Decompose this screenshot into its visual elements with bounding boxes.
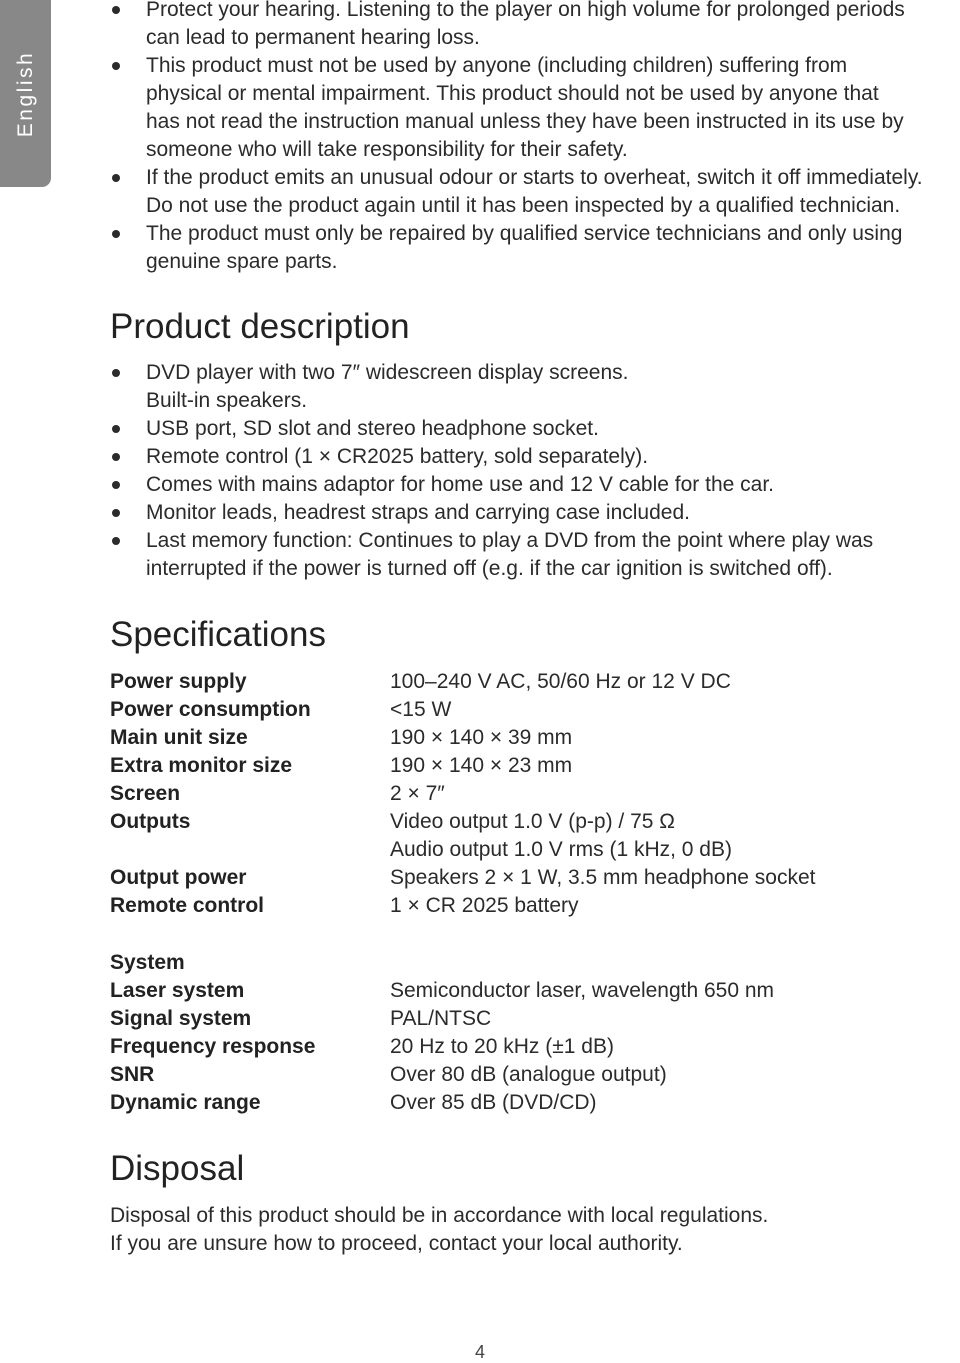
spec-label: Signal system — [110, 1007, 252, 1030]
spec-row — [110, 864, 960, 892]
language-tab — [0, 0, 51, 187]
spec-label: Laser system — [110, 979, 245, 1002]
spec-row — [110, 1061, 960, 1089]
list-item: Monitor leads, headrest straps and carrying case included. — [110, 499, 873, 527]
list-item-continuation: someone who will take responsibility for their safety. — [146, 138, 628, 161]
spec-label: Output power — [110, 866, 247, 889]
spec-label: Power consumption — [110, 698, 311, 721]
spec-row — [110, 668, 960, 696]
spec-value: Over 85 dB (DVD/CD) — [390, 1091, 597, 1114]
spec-row — [110, 752, 960, 780]
spec-value: 190 × 140 × 39 mm — [390, 726, 573, 749]
spec-label: SNR — [110, 1063, 155, 1086]
spec-row — [110, 1033, 960, 1061]
list-item-continuation: can lead to permanent hearing loss. — [146, 26, 480, 49]
spec-label: Frequency response — [110, 1035, 316, 1058]
list-item: USB port, SD slot and stereo headphone socket. — [110, 415, 873, 443]
spec-value: Semiconductor laser, wavelength 650 nm — [390, 979, 775, 1002]
spec-value: 100–240 V AC, 50/60 Hz or 12 V DC — [390, 670, 731, 693]
spec-value: 190 × 140 × 23 mm — [390, 754, 573, 777]
disposal-paragraph — [110, 1202, 960, 1258]
list-item: If the product emits an unusual odour or starts to overheat, switch it off immediately. — [110, 164, 923, 192]
spec-row — [110, 977, 960, 1005]
product-description-list — [110, 359, 873, 583]
spec-label — [110, 836, 390, 864]
spec-row — [110, 892, 960, 920]
list-item-continuation: genuine spare parts. — [146, 250, 338, 273]
spec-row — [110, 780, 960, 808]
list-item-continuation: physical or mental impairment. This product should not be used by anyone that — [146, 82, 879, 105]
system-specifications-table — [110, 949, 960, 1117]
spec-label: Screen — [110, 782, 181, 805]
product-description-heading: Product description — [110, 307, 410, 346]
list-item-continuation: has not read the instruction manual unless they have been instructed in its use by — [146, 110, 904, 133]
language-tab-label: English — [13, 50, 37, 137]
specifications-heading: Specifications — [110, 615, 326, 654]
spec-label: Power supply — [110, 670, 247, 693]
list-item-continuation: Built-in speakers. — [146, 389, 308, 412]
list-item: This product must not be used by anyone (including children) suffering from — [110, 52, 923, 80]
list-item: The product must only be repaired by qualified service technicians and only using — [110, 220, 923, 248]
spec-row — [110, 1005, 960, 1033]
spec-value: Audio output 1.0 V rms (1 kHz, 0 dB) — [390, 838, 732, 861]
disposal-line-2: If you are unsure how to proceed, contact your local authority. — [110, 1232, 683, 1255]
spec-value: 2 × 7″ — [390, 782, 445, 805]
spec-value: 1 × CR 2025 battery — [390, 894, 579, 917]
spec-label: Extra monitor size — [110, 754, 293, 777]
system-rows — [110, 977, 960, 1117]
spec-row — [110, 808, 960, 836]
spec-row — [110, 724, 960, 752]
spec-row — [110, 696, 960, 724]
spec-value: 20 Hz to 20 kHz (±1 dB) — [390, 1035, 614, 1058]
system-heading-row — [110, 949, 960, 977]
spec-value: <15 W — [390, 698, 452, 721]
spec-label: Remote control — [110, 894, 265, 917]
list-item: Comes with mains adaptor for home use and 12 V cable for the car. — [110, 471, 873, 499]
disposal-heading: Disposal — [110, 1149, 245, 1188]
spec-label: Outputs — [110, 810, 191, 833]
page-number: 4 — [474, 1342, 485, 1362]
spec-label: Main unit size — [110, 726, 248, 749]
spec-value: PAL/NTSC — [390, 1007, 492, 1030]
list-item: DVD player with two 7″ widescreen display screens. — [110, 359, 873, 387]
specifications-table — [110, 668, 960, 920]
safety-list — [110, 0, 923, 276]
spec-row — [110, 1089, 960, 1117]
spec-value: Speakers 2 × 1 W, 3.5 mm headphone socket — [390, 866, 816, 889]
list-item: Remote control (1 × CR2025 battery, sold separately). — [110, 443, 873, 471]
spec-row — [110, 836, 960, 864]
system-heading: System — [110, 951, 185, 974]
list-item: Protect your hearing. Listening to the player on high volume for prolonged periods — [110, 0, 923, 24]
list-item: Last memory function: Continues to play a DVD from the point where play was — [110, 527, 873, 555]
spec-label: Dynamic range — [110, 1091, 261, 1114]
spec-value: Over 80 dB (analogue output) — [390, 1063, 667, 1086]
disposal-line-1: Disposal of this product should be in accordance with local regulations. — [110, 1204, 769, 1227]
list-item-continuation: Do not use the product again until it has been inspected by a qualified technician. — [146, 194, 901, 217]
list-item-continuation: interrupted if the power is turned off (e.g. if the car ignition is switched off). — [146, 557, 833, 580]
spec-value: Video output 1.0 V (p-p) / 75 Ω — [390, 810, 675, 833]
